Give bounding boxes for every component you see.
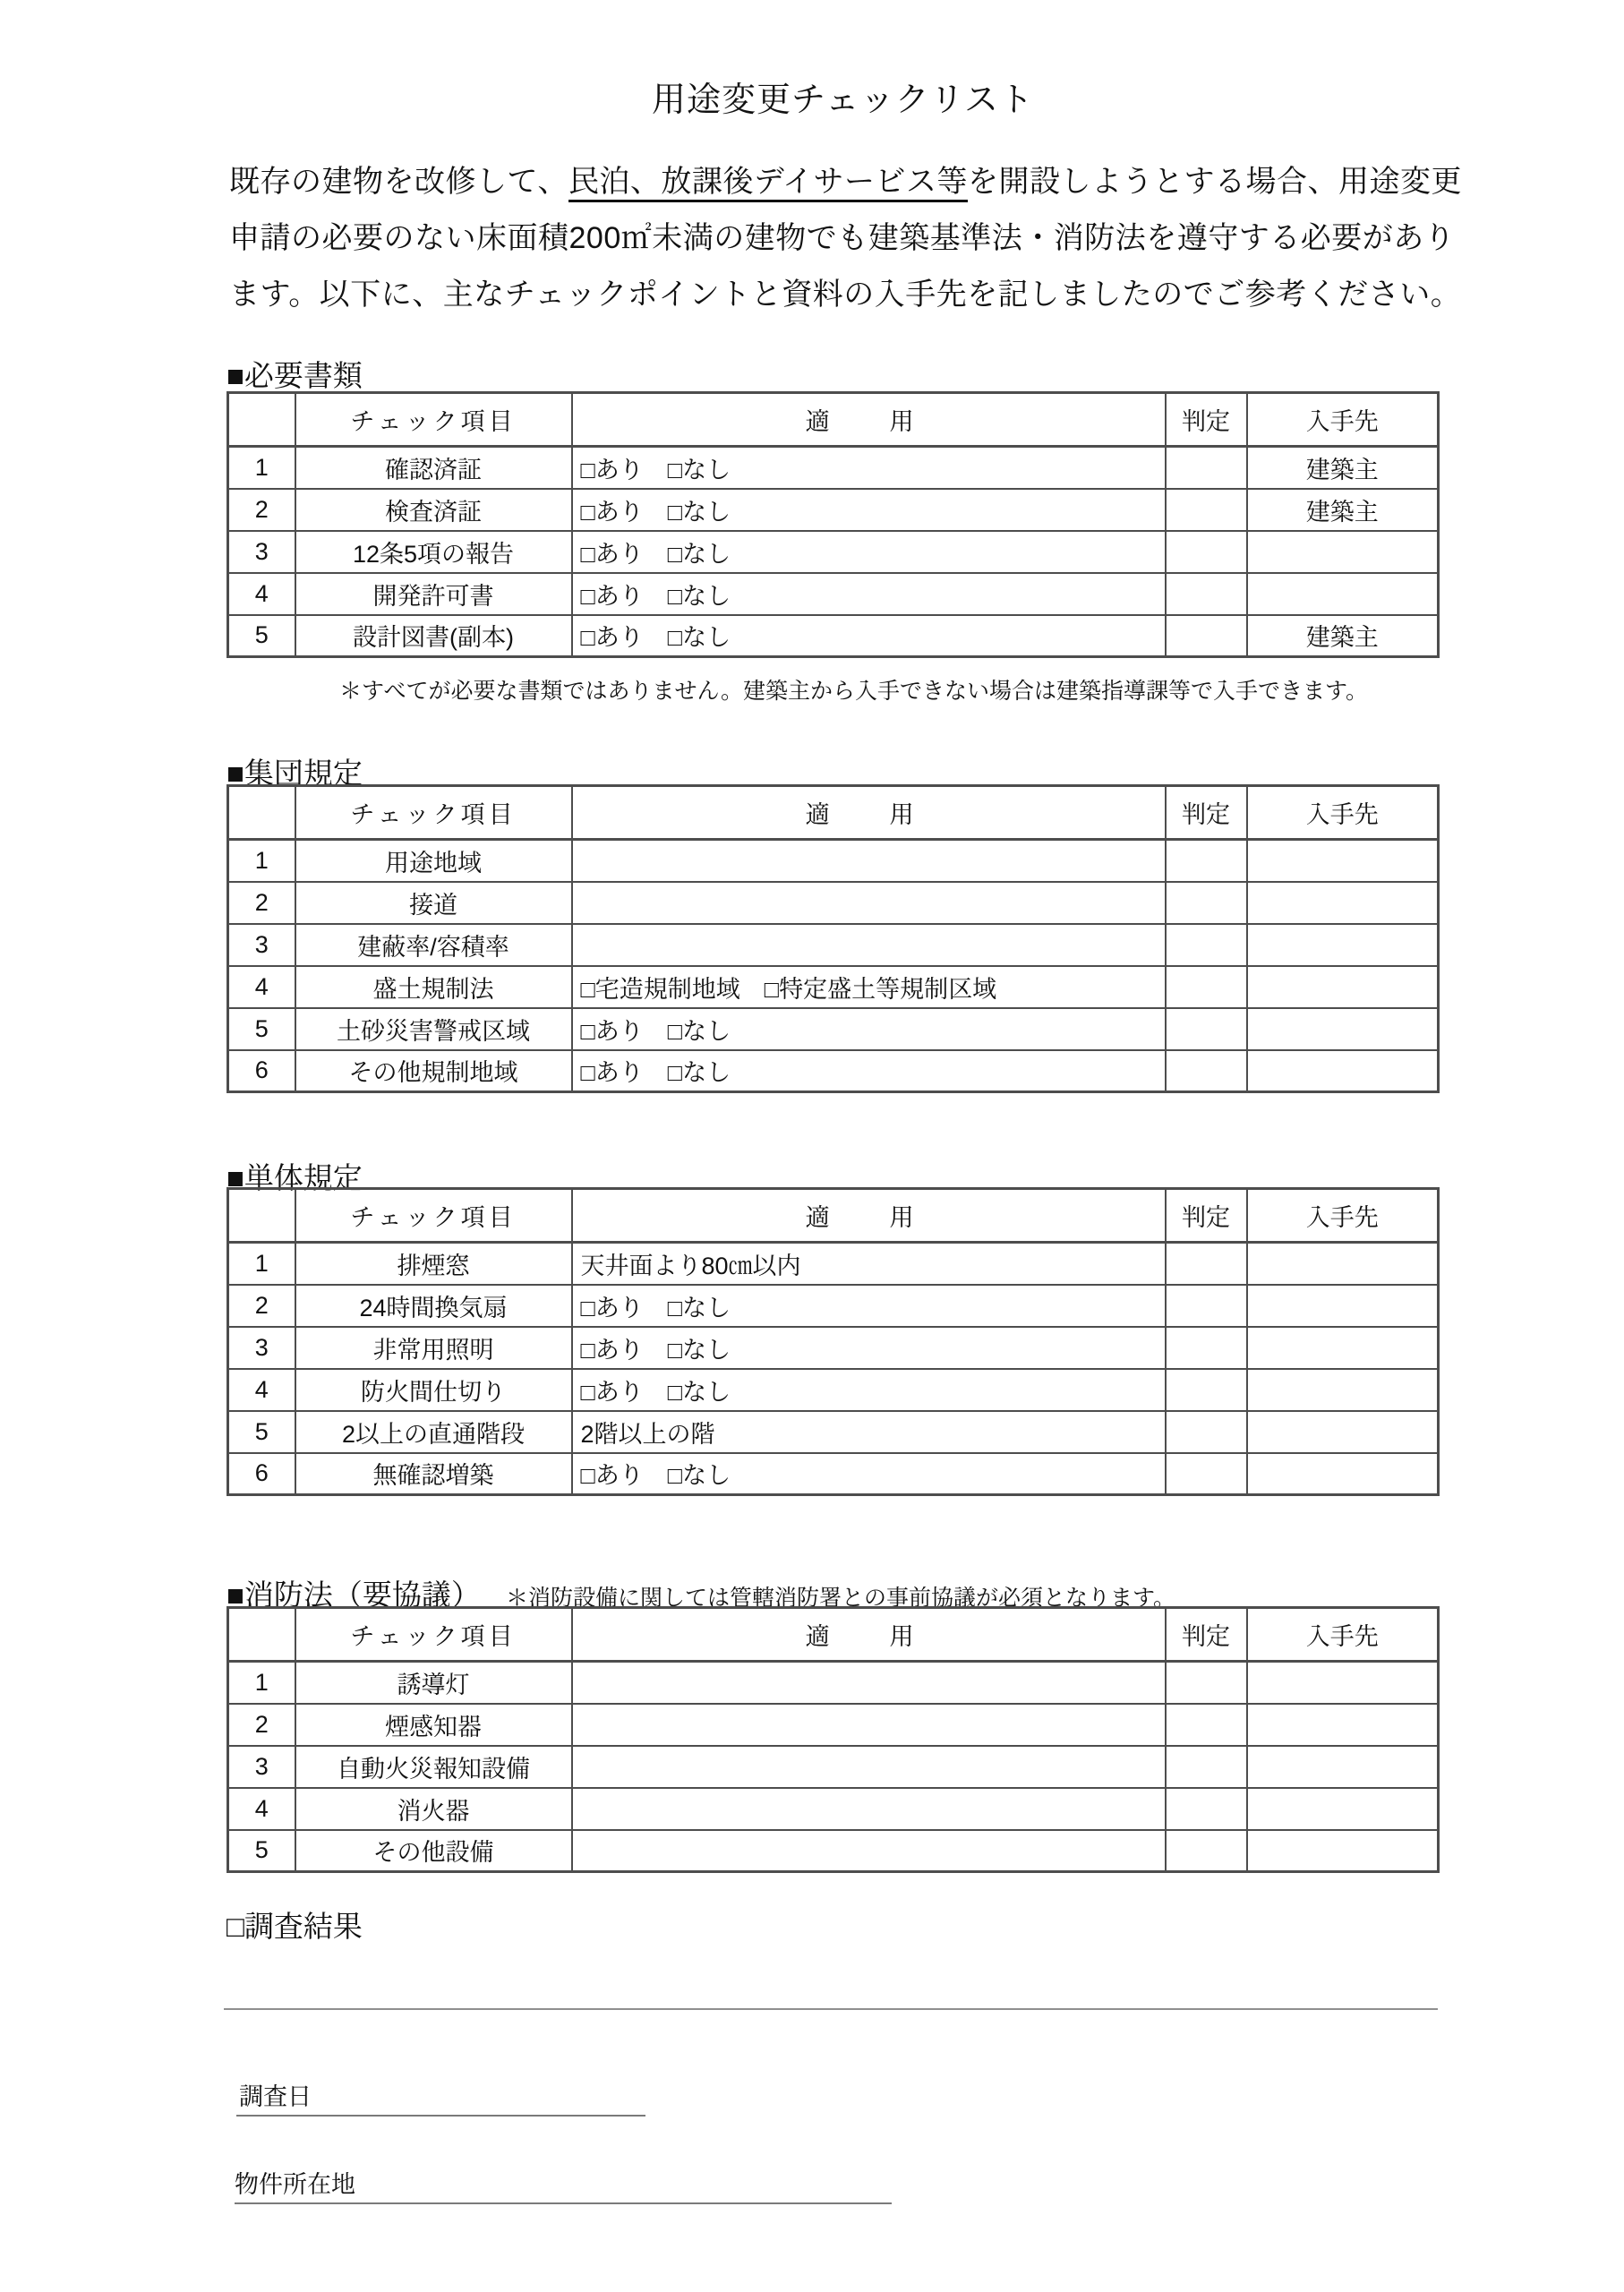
table-cell [1166, 1830, 1247, 1872]
column-header [228, 786, 295, 840]
table-cell [1247, 1746, 1439, 1788]
table-cell: 24時間換気扇 [295, 1285, 572, 1327]
table-cell: 6 [228, 1050, 295, 1092]
table-cell [1166, 1050, 1247, 1092]
table-cell [1247, 1411, 1439, 1453]
table-cell [1247, 1243, 1439, 1285]
table-row [228, 615, 1439, 657]
column-header: チェック項目 [295, 1189, 572, 1243]
table-cell [1166, 1746, 1247, 1788]
table-cell: 5 [228, 1411, 295, 1453]
table-cell: 2 [228, 1285, 295, 1327]
table-cell [1247, 1704, 1439, 1746]
table-cell: 3 [228, 924, 295, 966]
table-cell: 2 [228, 489, 295, 531]
table-row [228, 1369, 1439, 1411]
table-cell: □あり □なし [572, 573, 1166, 615]
table-cell [572, 840, 1166, 882]
table-cell [1247, 531, 1439, 573]
column-header: 適 用 [572, 1189, 1166, 1243]
table-cell: □あり □なし [572, 615, 1166, 657]
column-header: 入手先 [1247, 1608, 1439, 1662]
table-cell: 1 [228, 840, 295, 882]
table-row [228, 1050, 1439, 1092]
table-cell: 誘導灯 [295, 1662, 572, 1704]
intro-line-2: 申請の必要のない床面積200㎡未満の建物でも建築基準法・消防法を遵守する必要があり [229, 221, 1456, 255]
table-cell: 開発許可書 [295, 573, 572, 615]
table-row [228, 1285, 1439, 1327]
table-row [228, 1746, 1439, 1788]
table-row [228, 1830, 1439, 1872]
table-cell: 天井面より80㎝以内 [572, 1243, 1166, 1285]
table-cell [1166, 1327, 1247, 1369]
table-cell [572, 924, 1166, 966]
column-header [228, 1608, 295, 1662]
table-row [228, 1788, 1439, 1830]
table-row [228, 1662, 1439, 1704]
table-cell: 4 [228, 1788, 295, 1830]
table-cell: 確認済証 [295, 447, 572, 489]
intro-line-1 [229, 154, 1483, 210]
table-cell: 防火間仕切り [295, 1369, 572, 1411]
column-header: 判定 [1166, 786, 1247, 840]
table-cell [1166, 1008, 1247, 1050]
table-cell [1166, 489, 1247, 531]
table-cell [1166, 1704, 1247, 1746]
table-cell [1166, 1243, 1247, 1285]
table-row [228, 966, 1439, 1008]
table-header-row [228, 786, 1439, 840]
table-cell [1247, 882, 1439, 924]
column-header [228, 393, 295, 447]
intro-line-1-pre: 既存の建物を改修して、 [229, 165, 568, 199]
table-cell [1166, 924, 1247, 966]
table-cell: 消火器 [295, 1788, 572, 1830]
table-cell: 1 [228, 447, 295, 489]
table-row [228, 1453, 1439, 1495]
table-cell [572, 1788, 1166, 1830]
table-cell [1247, 1788, 1439, 1830]
table-cell [1247, 1050, 1439, 1092]
table-cell: 建築主 [1247, 447, 1439, 489]
table-cell: その他規制地域 [295, 1050, 572, 1092]
table-cell [572, 1830, 1166, 1872]
table-cell: 建築主 [1247, 615, 1439, 657]
property-location-label: 物件所在地 [235, 2171, 355, 2198]
table-cell [1247, 1008, 1439, 1050]
table-cell: 4 [228, 1369, 295, 1411]
table-cell: 設計図書(副本) [295, 615, 572, 657]
table-row [228, 1008, 1439, 1050]
table-cell: その他設備 [295, 1830, 572, 1872]
table-cell: 排煙窓 [295, 1243, 572, 1285]
table-row [228, 447, 1439, 489]
column-header: 判定 [1166, 1189, 1247, 1243]
table-cell: 非常用照明 [295, 1327, 572, 1369]
table-cell: □あり □なし [572, 1327, 1166, 1369]
survey-date-label: 調査日 [239, 2083, 312, 2110]
column-header: 適 用 [572, 1608, 1166, 1662]
table-cell [1247, 1285, 1439, 1327]
table-cell: 5 [228, 1830, 295, 1872]
table-cell: □あり □なし [572, 1050, 1166, 1092]
table-cell: 3 [228, 1327, 295, 1369]
intro-paragraph [229, 154, 1483, 323]
table-row [228, 840, 1439, 882]
table-row [228, 1327, 1439, 1369]
table-cell: 2以上の直通階段 [295, 1411, 572, 1453]
table-cell: 3 [228, 531, 295, 573]
fire-law-heading-note: ＊消防設備に関しては管轄消防署との事前協議が必須となります。 [505, 1586, 1175, 1611]
property-location-underline [235, 2202, 892, 2204]
table-cell [1247, 840, 1439, 882]
column-header: チェック項目 [295, 1608, 572, 1662]
table-cell [1247, 1369, 1439, 1411]
table-cell [1247, 1453, 1439, 1495]
table-cell: 1 [228, 1243, 295, 1285]
table-cell: 土砂災害警戒区域 [295, 1008, 572, 1050]
column-header: 入手先 [1247, 393, 1439, 447]
table-cell: 12条5項の報告 [295, 531, 572, 573]
table-cell: 用途地域 [295, 840, 572, 882]
table-cell [1247, 573, 1439, 615]
table-cell [1166, 1411, 1247, 1453]
table-cell [1166, 1285, 1247, 1327]
column-header: 判定 [1166, 1608, 1247, 1662]
table-cell: □あり □なし [572, 1008, 1166, 1050]
table-cell: □あり □なし [572, 489, 1166, 531]
table-cell: 5 [228, 615, 295, 657]
table-cell: 無確認増築 [295, 1453, 572, 1495]
table-cell: 3 [228, 1746, 295, 1788]
table-cell: 盛土規制法 [295, 966, 572, 1008]
table-cell [572, 1662, 1166, 1704]
table-cell: 5 [228, 1008, 295, 1050]
table-header-row [228, 393, 1439, 447]
table-cell: □あり □なし [572, 531, 1166, 573]
section-heading-required-documents: ■必要書類 [227, 359, 363, 392]
table-cell: 4 [228, 966, 295, 1008]
column-header: 判定 [1166, 393, 1247, 447]
survey-date-underline [236, 2115, 645, 2117]
table-cell [1166, 882, 1247, 924]
group-regulations-table [227, 784, 1440, 1093]
table-cell: □あり □なし [572, 1453, 1166, 1495]
table-row [228, 573, 1439, 615]
required-documents-note: ＊すべてが必要な書類ではありません。建築主から入手できない場合は建築指導課等で入手できます。 [339, 679, 1369, 704]
table-cell: 建築主 [1247, 489, 1439, 531]
survey-result-label: □調査結果 [227, 1910, 363, 1943]
table-cell [1247, 1830, 1439, 1872]
column-header: 入手先 [1247, 786, 1439, 840]
section-heading-single-regulations: ■単体規定 [227, 1161, 363, 1194]
column-header: チェック項目 [295, 393, 572, 447]
column-header: 適 用 [572, 786, 1166, 840]
intro-line-3: ます。以下に、主なチェックポイントと資料の入手先を記しましたのでご参考ください。 [229, 278, 1462, 312]
result-divider-line [224, 2008, 1438, 2010]
table-row [228, 1411, 1439, 1453]
page-title: 用途変更チェックリスト [651, 81, 1035, 119]
table-row [228, 924, 1439, 966]
table-cell [1247, 1662, 1439, 1704]
table-cell: □あり □なし [572, 447, 1166, 489]
table-cell: 検査済証 [295, 489, 572, 531]
table-cell [1247, 966, 1439, 1008]
table-cell: 1 [228, 1662, 295, 1704]
table-cell [572, 1704, 1166, 1746]
table-cell [1166, 1453, 1247, 1495]
table-cell: 2 [228, 1704, 295, 1746]
required-documents-table [227, 391, 1440, 658]
table-cell [1166, 1788, 1247, 1830]
table-cell [1166, 1662, 1247, 1704]
table-row [228, 531, 1439, 573]
table-cell [1247, 924, 1439, 966]
table-cell: 2 [228, 882, 295, 924]
table-cell [1166, 531, 1247, 573]
table-row [228, 1243, 1439, 1285]
table-cell [1247, 1327, 1439, 1369]
section-heading-group-regulations: ■集団規定 [227, 757, 363, 790]
table-cell: 煙感知器 [295, 1704, 572, 1746]
table-cell: □宅造規制地域 □特定盛土等規制区域 [572, 966, 1166, 1008]
table-row [228, 882, 1439, 924]
fire-law-heading: ■消防法（要協議） [227, 1578, 481, 1612]
column-header: 入手先 [1247, 1189, 1439, 1243]
table-cell: 2階以上の階 [572, 1411, 1166, 1453]
fire-law-table [227, 1606, 1440, 1873]
table-cell: 自動火災報知設備 [295, 1746, 572, 1788]
table-cell: 建蔽率/容積率 [295, 924, 572, 966]
table-cell [1166, 840, 1247, 882]
table-header-row [228, 1189, 1439, 1243]
table-cell: 4 [228, 573, 295, 615]
table-cell: □あり □なし [572, 1285, 1166, 1327]
table-cell: 接道 [295, 882, 572, 924]
table-row [228, 489, 1439, 531]
intro-line-1-underlined: 民泊、放課後デイサービス等 [568, 165, 968, 202]
table-cell [572, 1746, 1166, 1788]
table-cell: □あり □なし [572, 1369, 1166, 1411]
table-cell [1166, 1369, 1247, 1411]
table-header-row [228, 1608, 1439, 1662]
table-cell: 6 [228, 1453, 295, 1495]
table-cell [1166, 615, 1247, 657]
column-header: 適 用 [572, 393, 1166, 447]
intro-line-1-post: を開設しようとする場合、用途変更 [967, 165, 1462, 199]
table-cell [1166, 966, 1247, 1008]
table-cell [1166, 573, 1247, 615]
single-regulations-table [227, 1187, 1440, 1496]
table-cell [1166, 447, 1247, 489]
column-header [228, 1189, 295, 1243]
table-cell [572, 882, 1166, 924]
column-header: チェック項目 [295, 786, 572, 840]
table-row [228, 1704, 1439, 1746]
